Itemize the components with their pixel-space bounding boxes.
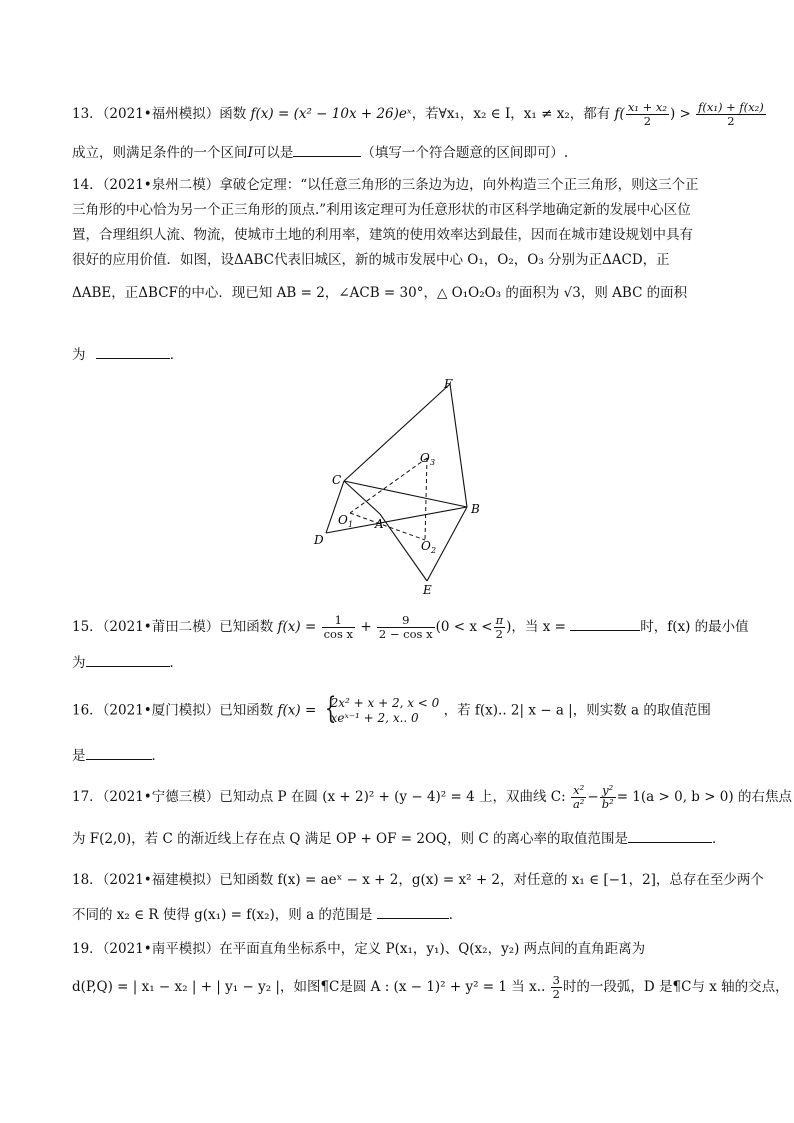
q13-line2-b: 可以是 (252, 145, 294, 161)
edge-AE (380, 514, 427, 581)
q14-line6-end: ． (169, 347, 184, 363)
q19-frac-den: 2 (552, 987, 560, 1001)
q14-line5: ΔABE，正ΔBCF的中心．现已知 AB = 2，∠ACB = 30°，△ O₁O₂O₃ 的面积为 √3，则 ABC 的面积 (72, 285, 688, 301)
q14-line6-text: 为 (72, 347, 86, 363)
q15-frac1 (322, 614, 355, 641)
q15-line2-end: ． (169, 655, 183, 671)
edge-CA (344, 481, 380, 514)
q15-mid: ，当 x = (511, 619, 566, 635)
q16-brace: { (324, 691, 336, 726)
edge-BE (427, 507, 467, 581)
label-O3-sub: 3 (430, 458, 436, 467)
q15-frac2 (377, 614, 435, 641)
label-B: B (471, 502, 480, 516)
q17-minus: − (587, 789, 599, 805)
q15-answer-blank-2[interactable] (86, 652, 170, 667)
q17-frac2 (600, 784, 616, 811)
q19-arc-glyph-2: ¶C (672, 979, 692, 995)
q13-line1 (72, 101, 767, 128)
q13-function: f(x) = (x² − 10x + 26)eˣ (250, 106, 412, 122)
q15-domain-frac (494, 614, 506, 641)
q13-line2 (72, 142, 568, 163)
q15-frac2-num: 9 (377, 614, 435, 628)
q15-plus: + (360, 619, 372, 635)
q15-line2 (72, 652, 183, 673)
q14-line4: 很好的应用价值．如图，设ΔABC代表旧城区，新的城市发展中心 O₁，O₂，O₃ 分别为正ΔACD，正 (72, 252, 670, 268)
q19-line2-a: d(P,Q) = | x₁ − x₂ | + | y₁ − y₂ |，如图 (72, 979, 321, 995)
q13-number: 13．（2021•福州模拟）函数 (72, 106, 247, 122)
label-O3: O (420, 451, 430, 465)
q13-answer-blank[interactable] (293, 142, 361, 157)
q17-suffix: = 1(a > 0, b > 0) 的右焦点 (616, 789, 792, 805)
q15-answer-blank-1[interactable] (570, 616, 640, 631)
label-A: A (375, 517, 384, 531)
q16-line2-end: ． (151, 748, 165, 764)
edge-CB (344, 481, 467, 507)
q16-line2 (72, 745, 165, 766)
q15-line2-text: 为 (72, 655, 86, 671)
q17-frac1 (571, 784, 586, 811)
q19-frac (551, 974, 562, 1001)
label-O1-sub: 1 (348, 520, 354, 529)
q13-frac-mid-den: 2 (643, 114, 652, 128)
label-O1: O (338, 513, 348, 527)
q18-answer-blank[interactable] (377, 904, 449, 919)
q13-ineq-gt: ) > (669, 106, 691, 122)
label-O2: O (421, 539, 431, 553)
q19-line1: 19．（2021•南平模拟）在平面直角坐标系中，定义 P(x₁，y₁)、Q(x₂，y₂) 两点间的直角距离为 (72, 941, 646, 957)
q16-case1: 2x² + x + 2, x < 0 (330, 696, 440, 710)
q15-fx: f(x) = (277, 619, 317, 635)
q18-line2 (72, 904, 462, 925)
q18-line2-text: 不同的 x₂ ∈ R 使得 g(x₁) = f(x₂)，则 a 的范围是 (72, 907, 373, 923)
q14-line1: 14．（2021•泉州二模）拿破仑定理：“以任意三角形的三条边为边，向外构造三个正三角形，则这三个正 (72, 177, 699, 193)
q19-line2-d: 与 x 轴的交点， (691, 979, 789, 995)
q13-line2-a: 成立，则满足条件的一个区间 (72, 145, 248, 161)
label-D: D (314, 533, 324, 547)
q18-line1: 18．（2021•福建模拟）已知函数 f(x) = aeˣ − x + 2，g(x) = x² + 2，对任意的 x₁ ∈ [−1，2]，总存在至少两个 (72, 872, 764, 888)
label-O2-sub: 2 (431, 546, 437, 555)
label-F: F (444, 377, 453, 391)
q17-line2 (72, 828, 726, 849)
q17-line2-end: ． (712, 831, 726, 847)
q19-line2-b: 是圆 A : (x − 1)² + y² = 1 当 x.. (339, 979, 546, 995)
q17-answer-blank[interactable] (628, 828, 712, 843)
q15-domain-b: ) (506, 619, 512, 635)
q14-line3: 置，合理组织人流、物流，使城市土地的利用率，建筑的使用效率达到最佳，因而在城市建设规划中具有 (72, 227, 693, 243)
q19-line2 (72, 974, 789, 1001)
q13-frac-mid-num: x₁ + x₂ (627, 100, 667, 114)
q15-domain-den: 2 (495, 627, 503, 641)
q19-frac-num: 3 (552, 973, 560, 987)
q13-line2-var: I (247, 145, 253, 161)
q14-line2: 三角形的中心恰为另一个正三角形的顶点.”利用该定理可为任意形状的市区科学地确定新的发展中心区位 (72, 202, 691, 218)
edge-O3O1 (350, 458, 427, 513)
q15-domain-num: π (495, 613, 504, 627)
q17-prefix: 17．（2021•宁德三模）已知动点 P 在圆 (x + 2)² + (y − 4)² = 4 上，双曲线 C: (72, 789, 566, 805)
napoleon-figure (300, 372, 500, 600)
q16-line1 (72, 691, 711, 726)
q15-prefix: 15．（2021•莆田二模）已知函数 (72, 619, 274, 635)
label-C: C (332, 473, 342, 487)
q17-frac2-num: y² (600, 784, 616, 798)
q13-ineq-lhs: f( (614, 106, 625, 122)
q13-frac-rhs-den: 2 (727, 114, 735, 128)
q17-frac1-den: a² (572, 797, 585, 811)
q15-frac2-den: 2 − cos x (378, 627, 433, 641)
q16-prefix: 16．（2021•厦门模拟）已知函数 (72, 702, 274, 719)
q13-frac-rhs (696, 101, 766, 128)
q15-line1 (72, 614, 749, 641)
q13-frac-rhs-num: f(x₁) + f(x₂) (698, 100, 764, 114)
q16-answer-blank[interactable] (86, 745, 152, 760)
q16-suffix: ，若 f(x).. 2| x − a |，则实数 a 的取值范围 (443, 702, 711, 719)
q15-after: 时，f(x) 的最小值 (640, 619, 749, 635)
q13-line2-c: （填写一个符合题意的区间即可）. (361, 145, 569, 161)
q17-frac1-num: x² (571, 784, 586, 798)
q17-line1 (72, 784, 792, 811)
q16-fx: f(x) = (277, 702, 317, 719)
q14-answer-blank[interactable] (96, 344, 170, 359)
q15-frac1-den: cos x (323, 627, 354, 641)
q15-domain-a: (0 < x < (435, 619, 493, 635)
q19-arc-glyph-1: ¶C (320, 979, 340, 995)
q18-line2-end: ． (448, 907, 463, 923)
q16-piecewise (321, 691, 440, 726)
edge-FB (450, 384, 467, 507)
q19-line2-c: 时的一段弧，D 是 (562, 979, 673, 995)
q13-frac-mid (626, 101, 669, 128)
q15-frac1-num: 1 (322, 614, 355, 628)
label-E: E (423, 583, 432, 597)
q13-condition: ，若∀x₁，x₂ ∈ I，x₁ ≠ x₂，都有 (411, 106, 611, 122)
q16-line2-text: 是 (72, 748, 86, 764)
q16-case2: xeˣ⁻¹ + 2, x.. 0 (330, 711, 419, 725)
q14-line6 (72, 344, 183, 365)
q17-line2-text: 为 F(2,0)，若 C 的渐近线上存在点 Q 满足 OP + OF = 2OQ，则 C 的离心率的取值范围是 (72, 831, 629, 847)
q17-frac2-den: b² (601, 797, 614, 811)
